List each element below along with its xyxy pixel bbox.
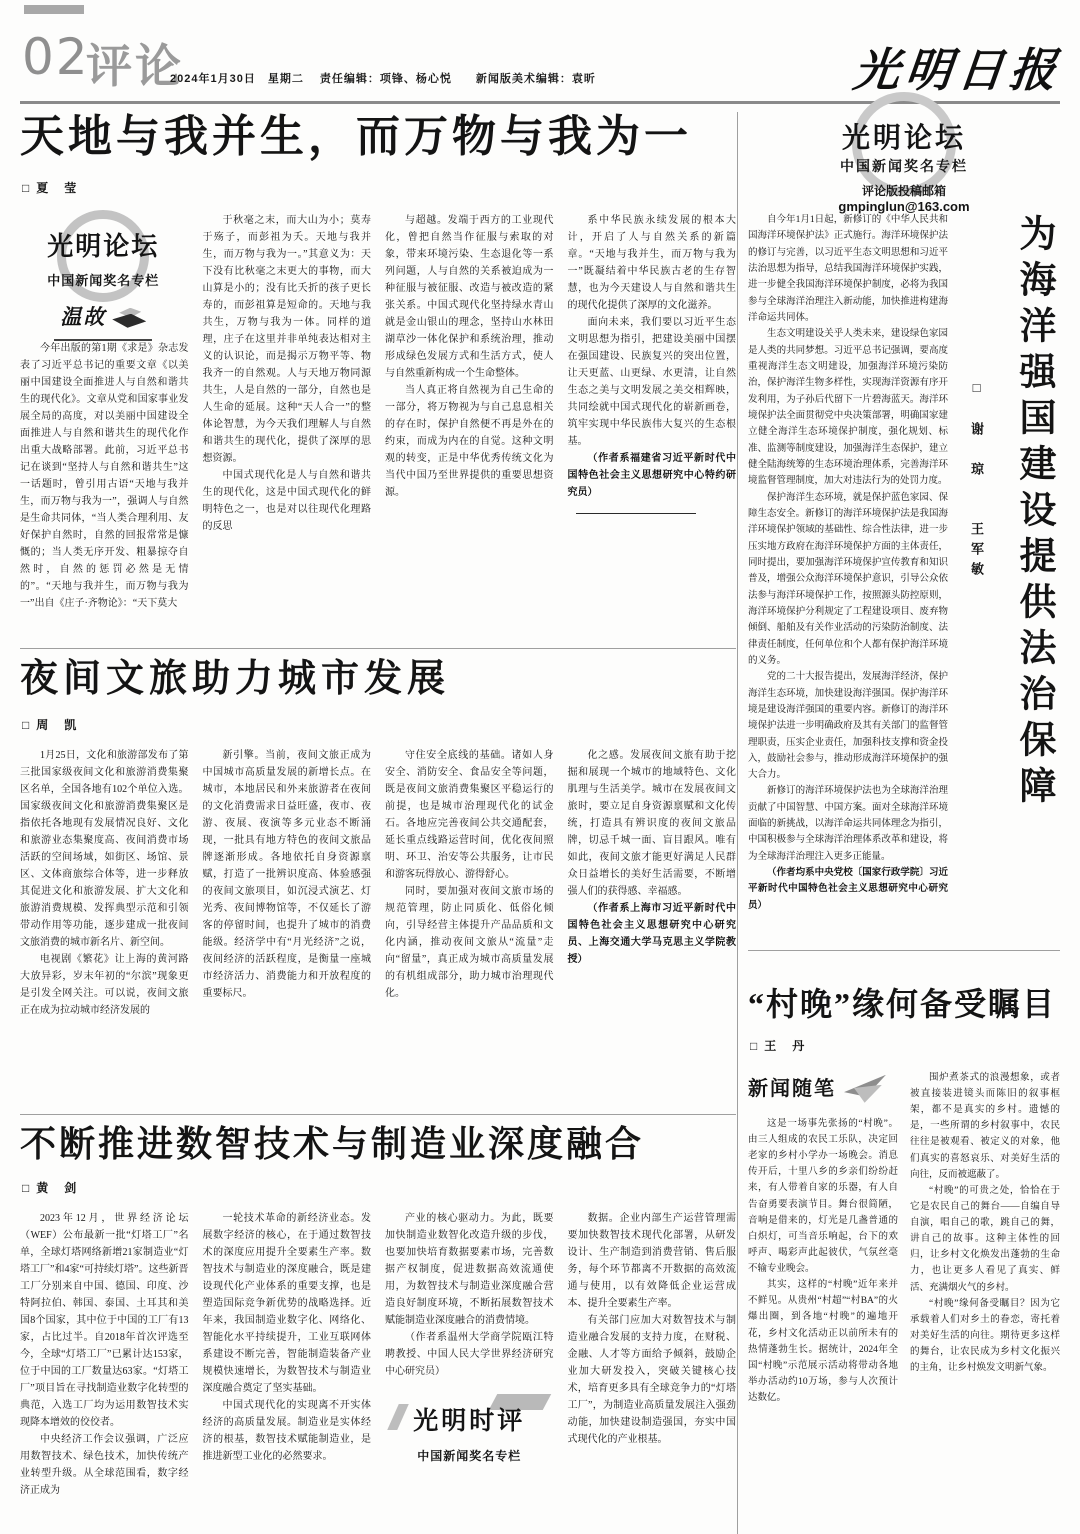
article-digital-col1: 2023年12月，世界经济论坛（WEF）公布最新一批“灯塔工厂”名单，全球灯塔网络新增21家制造业“灯塔工厂”和4家“可持续灯塔”。这些新晋工厂分别来自中国、德国、印度、沙特阿拉伯、韩国、泰国、土耳其和美国8个国家，其中位于中国的工厂有13家，占比过半。自2018年首次评选至今，全球“灯塔工厂”已累计达153家，位于中国的工厂数量达63家。“灯塔工厂”项目旨在寻找制造业数字化转型的典范，入选工厂均为运用数智技术实现降本增效的佼佼者。 中央经济工作会议强调，广泛应用数智技术、绿色技术，加快传统产业转型升级。从全球范围看，数字经济正成为 (20, 1213, 189, 1497)
article-cunwan-col1 (748, 1070, 898, 1510)
forum-submission-box (748, 112, 1060, 214)
article-night-col1: 1月25日，文化和旅游部发布了第三批国家级夜间文化和旅游消费集聚区名单，全国各地有102个单位入选。国家级夜间文化和旅游消费集聚区是指依托各地现有发展情况良好、文化和旅游业态集聚度高、夜间消费市场活跃的空间场域，如街区、场馆、景区、文体商旅综合体等，进一步释放其促进文化和旅游发展、扩大文化和旅游消费规模、发挥典型示范和引领带动作用等功能，逐步建成一批夜间文旅消费的城市新名片、新空间。 电视剧《繁花》让上海的黄河路大放异彩，岁末年初的“尔滨”现象更是引发全网关注。可以说，夜间文旅正在成为拉动城市经济发展的 (20, 749, 189, 1016)
article-harmony (20, 112, 736, 645)
section-title: 评论 (86, 40, 184, 92)
divider-article1-article2 (20, 648, 736, 649)
forum-box-subtitle: 中国新闻奖名专栏 (840, 158, 968, 174)
article-digital-col2: 一轮技术革命的新经济业态。发展数字经济的核心，在于通过数智技术的深度应用提升全要素生产率。数智技术与制造业的深度融合，既是建设现代化产业体系的重要支撑，也是塑造国际竞争新优势的战略选择。近年来，我国制造业数字化、网络化、智能化水平持续提升，工业互联网体系建设不断完善，智能制造装备产业规模快速增长，为数智技术与制造业深度融合奠定了坚实基础。 中国式现代化的实现离不开实体经济的高质量发展。制造业是实体经济的根基，数智技术赋能制造业，是推进新型工业化的必然要求。 (202, 1213, 371, 1463)
article-night-attribution: （作者系上海市习近平新时代中国特色社会主义思想研究中心研究员、上海交通大学马克思主义学院教授） (567, 902, 736, 965)
article-ocean-body (748, 212, 948, 946)
article-night-col2: 新引擎。当前，夜间文旅正成为中国城市高质量发展的新增长点。在城市，本地居民和外来旅游者在夜间的文化消费需求日益旺盛，夜市、夜游、夜展、夜演等多元业态不断涌现，一批具有地方特色的夜间文旅品牌逐渐形成。各地依托自身资源禀赋，打造了一批辨识度高、体验感强的夜间文旅项目，如沉浸式演艺、灯光秀、夜间博物馆等，不仅延长了游客的停留时间，也提升了城市的消费能级。经济学中有“月光经济”之说，夜间经济的活跃程度，是衡量一座城市经济活力、消费能力和开放程度的重要标尺。 (202, 749, 371, 999)
book-icon (112, 308, 146, 328)
suibi-badge-title: 新闻随笔 (748, 1077, 836, 1100)
article-digital-col4: 数据。企业内部生产运营管理需要加快数智技术现代化部署，从研发设计、生产制造到消费营销、售后服务，每个环节都离不开数据的高效流通与使用，以有效降低企业运营成本、提升全要素生产率。 有关部门应加大对数智技术与制造业融合发展的支持力度，在财税、金融、人才等方面给予倾斜，鼓励企业加大研发投入，突破关键核心技术，培育更多具有全球竞争力的“灯塔工厂”，为制造业高质量发展注入强劲动能，加快建设制造强国，夯实中国式现代化的产业根基。 (567, 1213, 736, 1446)
article-night-col4 (568, 747, 737, 1093)
divider-main-rightcolumn (737, 112, 738, 1534)
article-harmony-col2: 于秋毫之末，而大山为小；莫寿于殇子，而彭祖为夭。天地与我并生，而万物与我为一。”其意义为：天下没有比秋毫之末更大的事物，而大山算是小的；没有比夭折的孩子更长寿的，而彭祖算是短命的。天地与我共生，万物与我为一体。同样的道理，庄子在这里并非单纯表达相对主义的认识论，而是揭示万物平等、物我齐一的自然观。人与天地万物同源共生，人是自然的一部分，自然也是人生命的延展。这种“天人合一”的整体论智慧，为今天我们理解人与自然和谐共生的现代化，提供了深厚的思想资源。 中国式现代化是人与自然和谐共生的现代化，这是中国式现代化的鲜明特色之一，也是对以往现代化理路的反思 (202, 214, 371, 532)
article-digital-byline: □ 黄 剑 (22, 1181, 79, 1196)
shiping-badge-title: 光明时评 (413, 1407, 526, 1436)
page-number: 02 (22, 28, 90, 86)
article-ocean (748, 212, 1060, 946)
date-text: 2024年1月30日 星期二 (170, 73, 304, 85)
article-digital-headline: 不断推进数智技术与制造业深度融合 (20, 1124, 645, 1164)
article-harmony-col4 (568, 212, 737, 620)
article-end-rule (576, 513, 696, 514)
editors-text: 责任编辑：项锋、杨心悦 新闻版美术编辑：袁昕 (319, 73, 596, 85)
dateline (170, 70, 596, 86)
article-cunwan-text1: 这是一场事先张扬的“村晚”。由三人组成的农民工乐队，决定回老家的乡村小学办一场晚会。消息传开后，十里八乡的乡亲们纷纷赶来，有人带着自家的乐器，有人自告奋勇要表演节目。舞台很简陋，音响是借来的，灯光是几盏普通的白炽灯，可当音乐响起，台下的欢呼声、喝彩声此起彼伏，气氛丝毫不输专业晚会。 其实，这样的“村晚”近年来并不鲜见。从贵州“村超”“村BA”的火爆出圈，到各地“村晚”的遍地开花，乡村文化活动正以前所未有的热情蓬勃生长。据统计，2024年全国“村晚”示范展示活动将带动各地举办活动约10万场，参与人次预计达数亿。 (748, 1118, 898, 1404)
article-ocean-attribution: （作者均系中央党校〔国家行政学院〕习近平新时代中国特色社会主义思想研究中心研究员） (748, 868, 948, 911)
forum-badge-subtitle: 中国新闻奖名专栏 (47, 272, 160, 288)
article-digital-col3 (385, 1210, 554, 1518)
divider-article2-article3 (20, 1114, 736, 1115)
shiping-badge-subtitle: 中国新闻奖名专栏 (417, 1448, 522, 1463)
wengu-tag (54, 300, 152, 341)
article-night-headline: 夜间文旅助力城市发展 (20, 658, 451, 700)
article-harmony-headline: 天地与我并生，而万物与我为一 (20, 112, 692, 161)
divider-ocean-cunwan (748, 950, 1060, 951)
xinwen-suibi-badge (748, 1072, 898, 1106)
corner-tick-decoration (24, 5, 84, 14)
article-cunwan-col2: 围炉煮茶式的浪漫想象，或者被直接装进镜头而陈旧的叙事框架，都不是真实的乡村。遗憾的是，一些所谓的乡村叙事中，农民往往是被观看、被定义的对象，他们真实的喜怒哀乐、对美好生活的向往，反而被遮蔽了。 “村晚”的可贵之处，恰恰在于它是农民自己的舞台——自编自导自演，唱自己的歌，跳自己的舞，讲自己的故事。这种主体性的回归，让乡村文化焕发出蓬勃的生命力，也让更多人看见了真实、鲜活、充满烟火气的乡村。 “村晚”缘何备受瞩目？因为它承载着人们对乡土的眷恋，寄托着对美好生活的向往。期待更多这样的舞台，让农民成为乡村文化振兴的主角，让乡村焕发文明新气象。 (910, 1072, 1060, 1374)
article-ocean-byline: □ 谢 琼 王军敏 (969, 380, 984, 582)
forum-badge-title: 光明论坛 (47, 230, 160, 261)
article-harmony-col1 (20, 212, 189, 620)
article-harmony-col3: 与超越。发端于西方的工业现代化，曾把自然当作征服与索取的对象，带来环境污染、生态退化等一系列问题，人与自然的关系被迫成为一种征服与被征服、改造与被改造的紧张关系。中国式现代化坚持绿水青山就是金山银山的理念，坚持山水林田湖草沙一体化保护和系统治理，推动形成绿色发展方式和生活方式，使人与自然重新构成一个生命整体。 当人真正将自然视为自己生命的一部分，将万物视为与自己息息相关的存在时，保护自然便不再是外在的约束，而成为内在的自觉。这种文明观的转变，正是中华优秀传统文化为当代中国乃至世界提供的重要思想资源。 (385, 214, 554, 498)
forum-box-title: 光明论坛 (841, 122, 966, 153)
article-night (20, 658, 736, 1108)
paper-plane-icon (844, 1075, 886, 1103)
guangming-forum-badge (22, 224, 185, 330)
article-cunwan-byline: □ 王 丹 (750, 1038, 807, 1053)
mailbox-label: 评论版投稿邮箱 (861, 184, 946, 198)
article-night-col3: 守住安全底线的基础。诸如人身安全、消防安全、食品安全等问题，既是夜间文旅消费集聚区平稳运行的前提，也是城市治理现代化的试金石。各地应完善夜间公共交通配套，延长重点线路运营时间，优化夜间照明、环卫、治安等公共服务，让市民和游客玩得放心、游得舒心。 同时，要加强对夜间文旅市场的规范管理，防止同质化、低俗化倾向，引导经营主体提升产品品质和文化内涵，推动夜间文旅从“流量”走向“留量”，真正成为城市高质量发展的有机组成部分，助力城市治理现代化。 (385, 749, 554, 999)
article-cunwan (748, 958, 1060, 1534)
mailbox-address: gmpinglun@163.com (838, 199, 970, 214)
article-cunwan-headline: “村晚”缘何备受瞩目 (748, 986, 1057, 1022)
article-harmony-attribution: （作者系福建省习近平新时代中国特色社会主义思想研究中心特约研究员） (567, 452, 736, 498)
wengu-label: 温故 (60, 304, 107, 329)
article-night-text4: 化之感。发展夜间文旅有助于挖掘和展现一个城市的地域特色、文化肌理与生活美学。城市在发展夜间文旅时，要立足自身资源禀赋和文化传统，打造具有辨识度的夜间文旅品牌，切忌千城一面、盲目跟风。唯有如此，夜间文旅才能更好满足人民群众日益增长的美好生活需要，不断增强人们的获得感、幸福感。 (567, 749, 736, 897)
article-harmony-text4: 系中华民族永续发展的根本大计，开启了人与自然关系的新篇章。“天地与我并生，而万物与我为一”既凝结着中华民族古老的生存智慧，也为今天建设人与自然和谐共生的现代化提供了深厚的文化滋养。 面向未来，我们要以习近平生态文明思想为指引，把建设美丽中国摆在强国建设、民族复兴的突出位置，让天更蓝、山更绿、水更清，让自然生态之美与文明发展之美交相辉映，共同绘就中国式现代化的崭新画卷，筑牢实现中华民族伟大复兴的生态根基。 (567, 214, 736, 447)
guangming-shiping-badge (389, 1394, 549, 1466)
newspaper-logo: 光明日报 (850, 45, 1065, 96)
article-digital (20, 1124, 736, 1534)
article-night-byline: □ 周 凯 (22, 717, 79, 732)
article-harmony-text1: 今年出版的第1期《求是》杂志发表了习近平总书记的重要文章《以美丽中国建设全面推进人与自然和谐共生的现代化》。文章从党和国家事业发展全局的高度，对以美丽中国建设全面推进人与自然和谐共生的现代化作出重大战略部署。此前，习近平总书记在谈到“坚持人与自然和谐共生”这一话题时，曾引用古语“天地与我并生，而万物与我为一”，强调人与自然是生命共同体，“当人类合理利用、友好保护自然时，自然的回报常常是慷慨的；当人类无序开发、粗暴掠夺自然时，自然的惩罚必然是无情的”。“天地与我并生，而万物与我为一”出自《庄子·齐物论》：“天下莫大 (20, 342, 189, 609)
article-ocean-paragraphs: 自今年1月1日起，新修订的《中华人民共和国海洋环境保护法》正式施行。海洋环境保护法的修订与完善，以习近平生态文明思想和习近平法治思想为指导，总结我国海洋环境保护实践，进一步健全我国海洋环境保护制度，必将为我国参与全球海洋治理注入新动能，加快推进构建海洋命运共同体。 生态文明建设关乎人类未来，建设绿色家园是人类的共同梦想。习近平总书记强调，要高度重视海洋生态文明建设，加强海洋环境污染防治，保护海洋生物多样性，实现海洋资源有序开发利用，为子孙后代留下一片碧海蓝天。海洋环境保护法全面贯彻党中央决策部署，明确国家建立健全海洋生态环境保护制度，强化规划、标准、监测等制度建设，加强海洋生态保护，建立健全陆海统筹的生态环境治理体系，完善海洋环境监督管理制度，加大对违法行为的处罚力度。 保护海洋生态环境，就是保护蓝色家园、保障生态安全。新修订的海洋环境保护法是我国海洋环境保护领域的基础性、综合性法律，进一步压实地方政府在海洋环境保护方面的主体责任，同时提出，要加强海洋环境保护宣传教育和知识普及，增强公众海洋环境保护意识，引导公众依法参与海洋环境保护工作，按照源头防控原则，海洋环境保护分利规定了工程建设项目、废弃物倾倒、船舶及有关作业活动的污染防治制度、法律责任制度，任何单位和个人都有保护海洋环境的义务。 党的二十大报告提出，发展海洋经济，保护海洋生态环境，加快建设海洋强国。保护海洋环境是建设海洋强国的重要内容。新修订的海洋环境保护法进一步明确政府及其有关部门的监督管理职责，压实企业责任，加强科技支撑和资金投入，鼓励社会参与，推动形成海洋环境保护的强大合力。 新修订的海洋环境保护法也为全球海洋治理贡献了中国智慧、中国方案。面对全球海洋环境面临的新挑战，以海洋命运共同体理念为指引，中国积极参与全球海洋治理体系改革和建设，将为全球海洋治理注入更多正能量。 (748, 215, 948, 862)
article-ocean-headline-vertical: 为海洋强国建设提供法治保障 (1013, 214, 1054, 812)
article-harmony-byline: □ 夏 莹 (22, 180, 79, 195)
article-digital-text3: 产业的核心驱动力。为此，既要加快制造业数智化改造升级的步伐，也要加快培育数据要素市场，完善数据产权制度，促进数据高效流通使用，为数智技术与制造业深度融合营造良好制度环境，不断拓展数智技术赋能制造业深度融合的消费情境。 （作者系温州大学商学院瓯江特聘教授、中国人民大学世界经济研究中心研究员） (385, 1213, 554, 1378)
